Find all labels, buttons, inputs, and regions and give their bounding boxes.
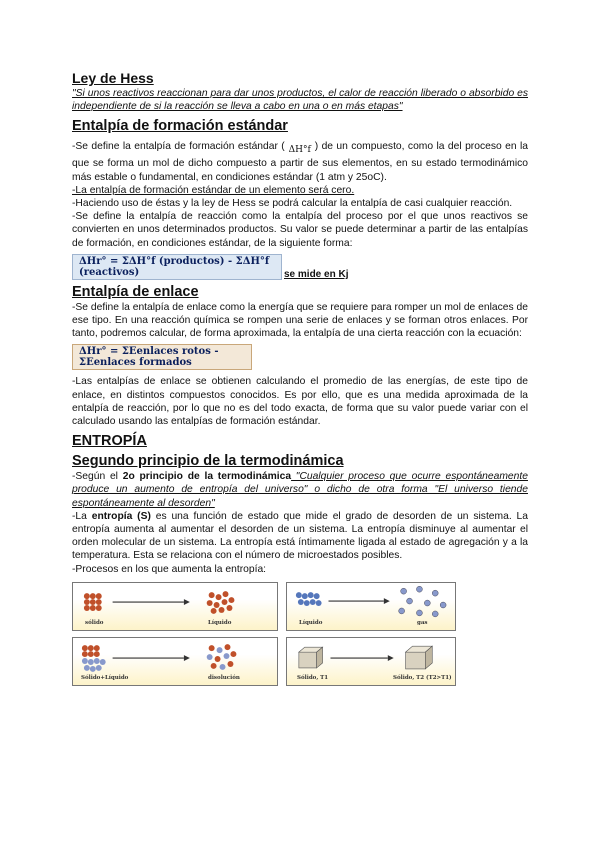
entropia-paragraph-1: -Según el 2o principio de la termodinámica "Cualquier proceso que ocurre espontáneamente produce un aumento de entropía del universo" o dicho de otra forma "El universo tiende espontáneamente al desorden"	[72, 471, 528, 509]
hess-title: Ley de Hess	[72, 70, 154, 86]
hess-quote: "Si unos reactivos reaccionan para dar unos productos, el calor de reacción liberado o absorbido es independiente de si la reacción se lleva a cabo en una o en más etapas"	[72, 88, 528, 113]
label-gas: gas	[417, 619, 428, 626]
bond-enthalpy-formula: ΔHr° = ΣEenlaces rotos - ΣEenlaces formados	[72, 344, 252, 370]
enlace-title: Entalpía de enlace	[72, 283, 199, 300]
label-liquid: Líquido	[208, 619, 232, 626]
unit-note: se mide en Kj	[284, 268, 349, 280]
entropia-paragraph-2: -La entropía (S) es una función de estado que mide el grado de desorden de un sistema. La entropía aumenta al aumentar el desorden de un sistema. La entropía disminuye al aumentar el orden molecular de un sistema. La entropía está íntimamente ligada al estado de agregación y a la temperatura. Esta se relaciona con el número de microestados posibles.	[72, 510, 528, 562]
formation-formula-row	[72, 254, 528, 280]
label-liquid-2: Líquido	[299, 619, 323, 626]
entropia-title: ENTROPÍA	[72, 433, 147, 450]
solid-liquid-illustration	[73, 583, 277, 630]
figure-temperature-increase	[286, 637, 456, 686]
label-solid-liquid: Sólido+Líquido	[81, 674, 129, 681]
label-solid-t1: Sólido, T1	[297, 674, 329, 681]
entropia-paragraph-3: -Procesos en los que aumenta la entropía:	[72, 563, 267, 575]
enlace-paragraph-1: -Se define la entalpía de enlace como la energía que se requiere para romper un mol de enlaces de ese tipo. En una reacción química se rompen una serie de enlaces y se forman otros enlaces. Por tanto, podremos calcular, de forma aproximada, la entalpía de una cierta reacción con la ecuación:	[72, 301, 528, 340]
entropia-subtitle: Segundo principio de la termodinámica	[72, 453, 344, 470]
figure-liquid-to-gas	[286, 582, 456, 631]
delta-h-symbol: ΔH°f	[288, 145, 311, 156]
figure-solid-to-liquid	[72, 582, 278, 631]
figure-dissolution	[72, 637, 278, 686]
label-solid-t2: Sólido, T2 (T2>T1)	[393, 674, 452, 681]
label-solid: sólido	[85, 619, 104, 626]
formacion-paragraph-3: -Haciendo uso de éstas y la ley de Hess se podrá calcular la entalpía de casi cualquier reacción.	[72, 198, 513, 210]
label-dissolution: disolución	[208, 674, 240, 681]
document-page	[72, 70, 528, 686]
enlace-paragraph-2: -Las entalpías de enlace se obtienen calculando el promedio de las energías, de este tipo de enlace, en distintos compuestos conocidos. Es por ello, que es una medida aproximada de la entalpía de reacción, por lo que no es del todo exacta, de forma que su valor puede variar con el calculado usando las entalpías de formación estándar.	[72, 376, 528, 428]
formacion-paragraph-4: -Se define la entalpía de reacción como la entalpía del proceso por el que unos reactivos se convierten en unos determinados productos. Su valor se puede determinar a partir de las entalpías de formación, en condiciones estándar, de la siguiente forma:	[72, 211, 528, 249]
formacion-paragraph-2: -La entalpía de formación estándar de un elemento será cero.	[72, 184, 355, 196]
formacion-paragraph-1: -Se define la entalpía de formación estándar ( ΔH°f ) de un compuesto, como la del proceso en la que se forma un mol de dicho compuesto a partir de sus elementos, en su estado termodinámico más estable o fundamental, en condiciones estándar (1 atm y 25oC).	[72, 141, 528, 183]
formacion-title: Entalpía de formación estándar	[72, 118, 288, 135]
entropy-process-figures	[72, 582, 528, 686]
formation-enthalpy-formula: ΔHr° = ΣΔH°f (productos) - ΣΔH°f (reactivos)	[72, 254, 282, 280]
